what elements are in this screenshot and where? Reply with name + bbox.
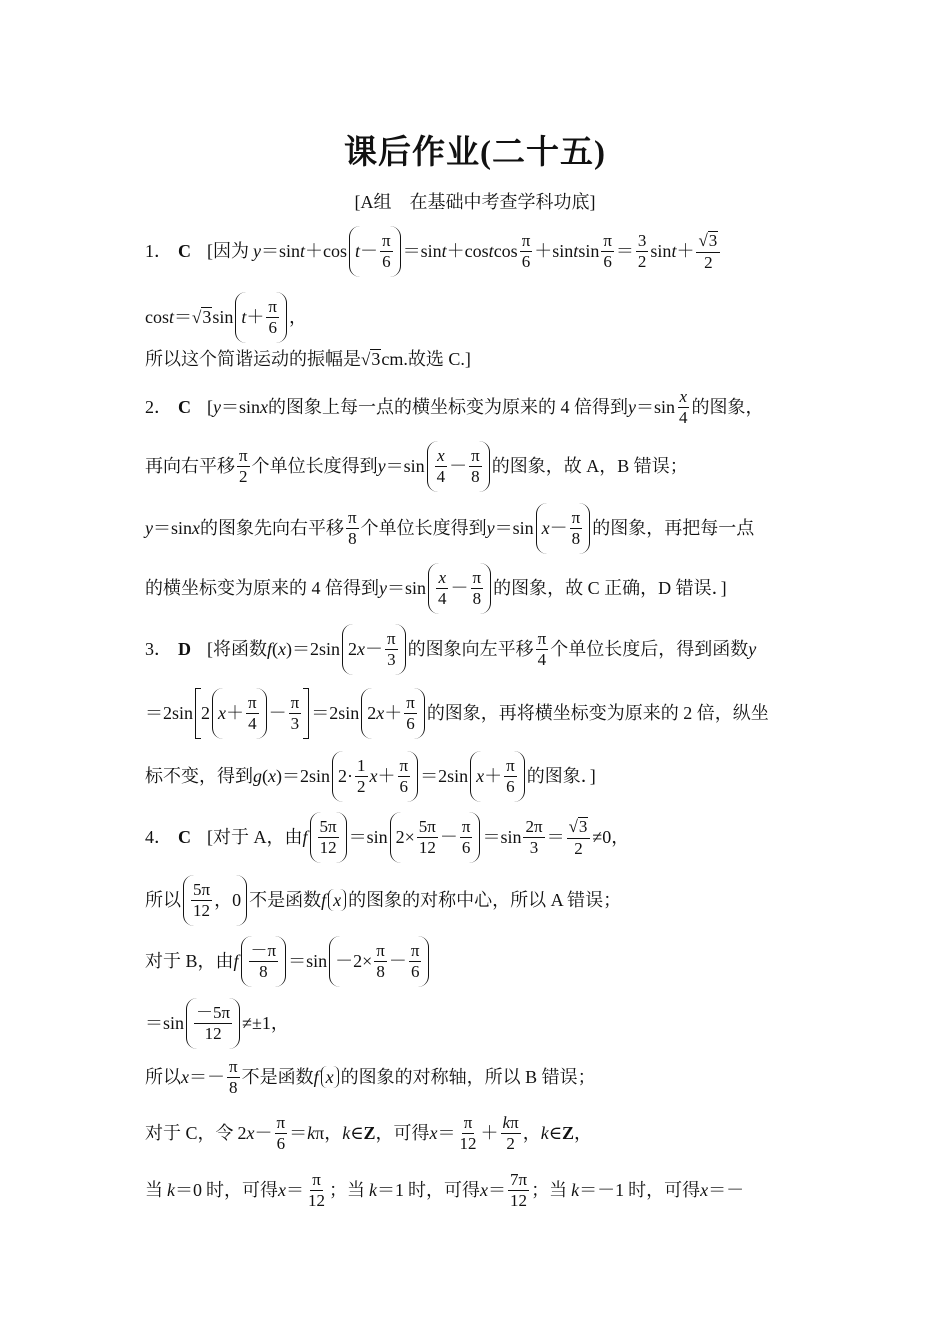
- q4-line-7: 当 k ＝0 时，可得 x ＝ $\frac{\pi}{12}$ ；当 k ＝1 时，可得 x ＝ $\frac{7\pi}{12}$ ；当 k ＝－1 时，可得 x ＝－: [145, 1170, 745, 1210]
- q1-text: [因为: [207, 241, 249, 262]
- q1-line-1: 1． C [因为 y ＝sin t ＋cos t － $\frac{\pi}{6}$ ＝sin t ＋cos t cos $\frac{\pi}{6}$ ＋sin t sin $\frac{\pi}{6}$ ＝ $\frac{3}{2}$ sin t ＋ √ 3 2: [145, 226, 722, 277]
- q1-line-3: 所以这个简谐运动的振幅是 √ 3 cm.故选 C.]: [145, 349, 471, 370]
- q4-line-2: 所以 $\frac{5\pi}{12}$ ，0 不是函数 f x 的图象的对称中心，所以 A 错误；: [145, 875, 621, 926]
- page-title: 课后作业(二十五): [344, 135, 606, 171]
- q4-line-6: 对于 C，令 2 x － $\frac{\pi}{6}$ ＝ k π， k ∈ Z ，可得 x ＝ $\frac{\pi}{12}$ ＋ $\frac{k\pi}{2}$ ， k ∈ Z ，: [145, 1113, 593, 1153]
- q3-line-2: ＝2sin 2 x ＋ $\frac{\pi}{4}$ － $\frac{\pi}{3}$ ＝2sin 2 x ＋ $\frac{\pi}{6}$ 的图象，再将横坐标变为原来的 2 倍，纵坐: [145, 684, 769, 743]
- q1-line-2: cos t ＝ √ 3 sin t ＋ $\frac{\pi}{6}$ ，: [145, 292, 307, 343]
- q2-line-2: 再向右平移 $\frac{\pi}{2}$ 个单位长度得到 y ＝sin $\frac{x}{4}$ － $\frac{\pi}{8}$ 的图象，故 A，B 错误；: [145, 441, 688, 492]
- q2-line-3: y ＝sin x 的图象先向右平移 $\frac{\pi}{8}$ 个单位长度得到 y ＝sin x － $\frac{\pi}{8}$ 的图象，再把每一点: [145, 503, 754, 554]
- q3-line-3: 标不变，得到 g ( x )＝2sin 2· $\frac{1}{2}$ x ＋ $\frac{\pi}{6}$ ＝2sin x ＋ $\frac{\pi}{6}$ 的图象．]: [145, 751, 596, 802]
- q3-line-1: 3． D [将函数 f ( x )＝2sin 2 x － $\frac{\pi}{3}$ 的图象向左平移 $\frac{\pi}{4}$ 个单位长度后，得到函数 y: [145, 624, 756, 675]
- q4-line-1: 4． C [对于 A，由 f $\frac{5\pi}{12}$ ＝sin 2× $\frac{5\pi}{12}$ － $\frac{\pi}{6}$ ＝sin $\frac{2\pi}{3}$ ＝ √ 3 2 ≠0，: [145, 812, 629, 863]
- q2-line-1: 2． C [ y ＝sin x 的图象上每一点的横坐标变为原来的 4 倍得到 y ＝sin $\frac{x}{4}$ 的图象，: [145, 387, 764, 427]
- q2-line-4: 的横坐标变为原来的 4 倍得到 y ＝sin $\frac{x}{4}$ － $\frac{\pi}{8}$ 的图象，故 C 正确，D 错误．]: [145, 563, 727, 614]
- section-subtitle: [A组 在基础中考查学科功底]: [354, 192, 596, 212]
- q4-line-5: 所以 x ＝－ $\frac{\pi}{8}$ 不是函数 f x 的图象的对称轴，所以 B 错误；: [145, 1057, 596, 1097]
- q4-line-4: ＝sin $\frac{-5\pi}{12}$ ≠±1，: [145, 998, 289, 1049]
- q1-number: 1． C: [145, 241, 191, 262]
- q2-number: 2． C: [145, 397, 191, 418]
- q4-number: 4． C: [145, 827, 191, 848]
- q1-paren: t － $\frac{\pi}{6}$: [349, 226, 401, 277]
- q3-number: 3． D: [145, 639, 191, 660]
- q4-line-3: 对于 B，由 f $\frac{-\pi}{8}$ ＝sin －2× $\frac{\pi}{8}$ － $\frac{\pi}{6}$: [145, 936, 431, 987]
